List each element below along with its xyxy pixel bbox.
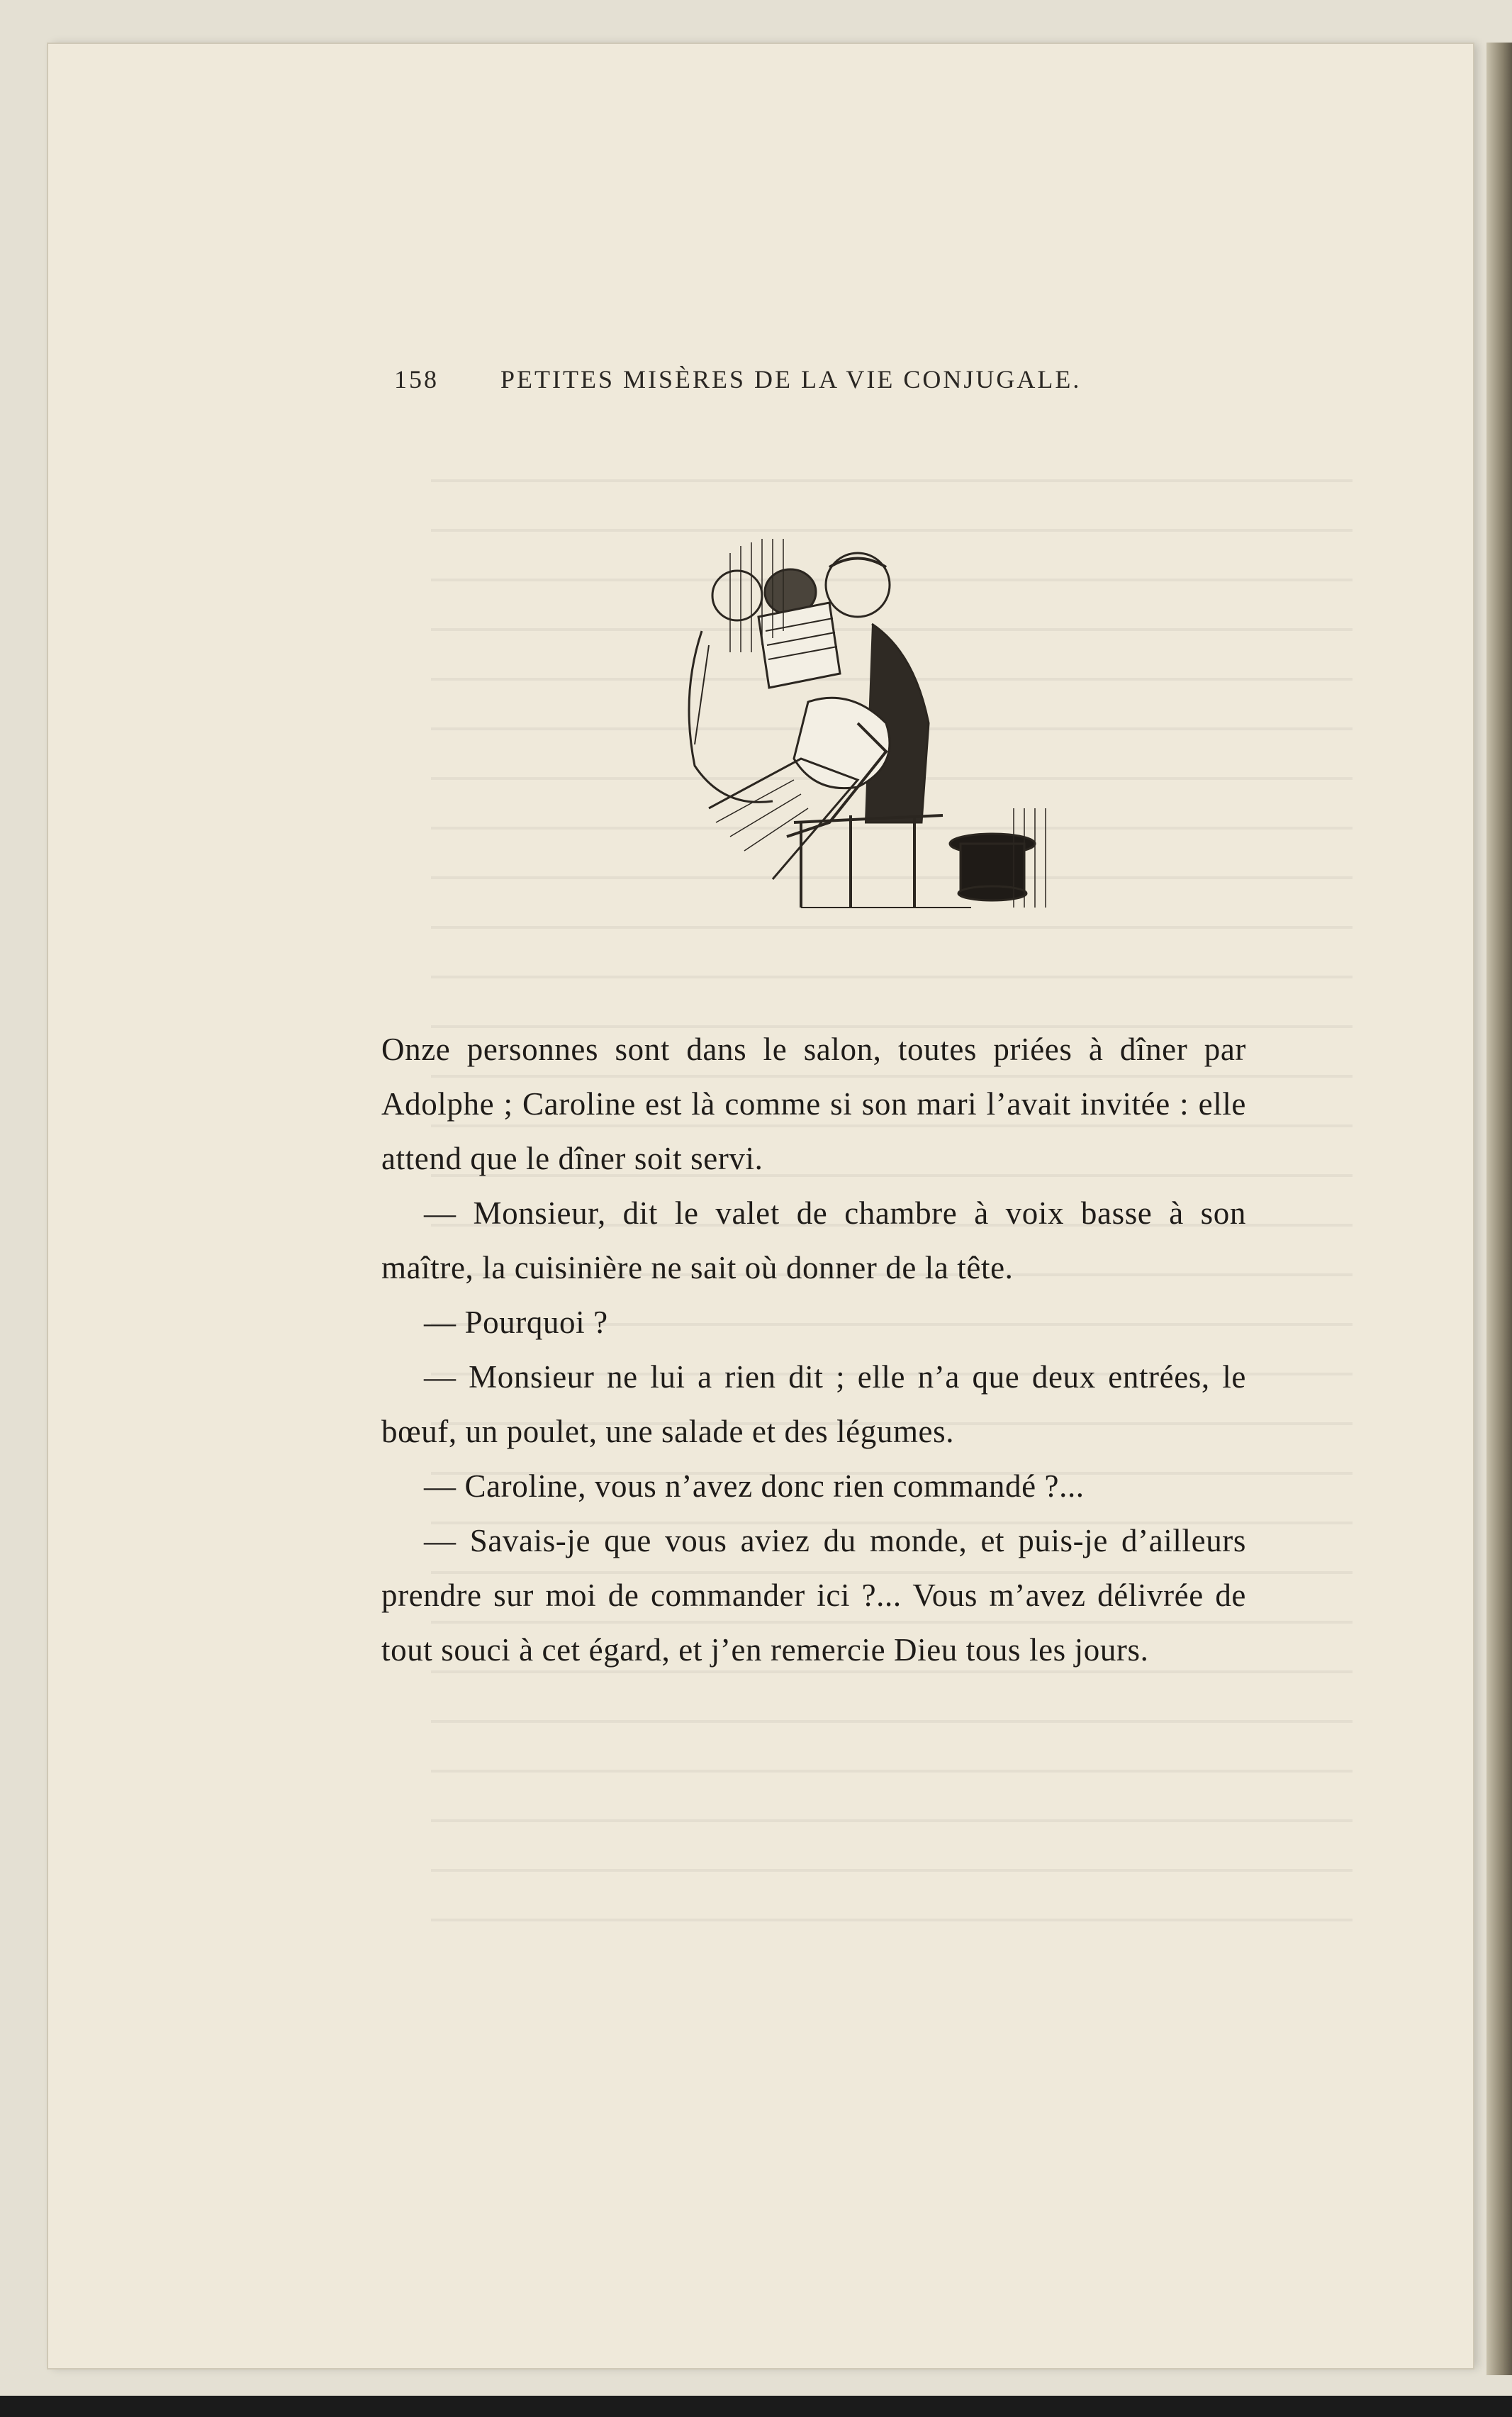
engraving-three-men-seated-with-top-hat-icon bbox=[617, 510, 1070, 950]
body-text bbox=[381, 1022, 1246, 1678]
paragraph: — Monsieur ne lui a rien dit ; elle n’a que deux entrées, le bœuf, un poulet, une salade et des légumes. bbox=[381, 1359, 1246, 1449]
paragraph: — Savais-je que vous aviez du monde, et puis-je d’ailleurs prendre sur moi de commander ici ?... Vous m’avez délivrée de tout souci à cet égard, et j’en remercie Dieu tous les jours. bbox=[381, 1523, 1246, 1668]
page-number: 158 bbox=[394, 365, 439, 393]
illustration bbox=[617, 510, 1070, 950]
paragraph: — Pourquoi ? bbox=[424, 1305, 608, 1340]
paragraph: Onze personnes sont dans le salon, toutes priées à dîner par Adolphe ; Caroline est là comme si son mari l’avait invitée : elle attend que le dîner soit servi. bbox=[381, 1032, 1246, 1176]
scan-bottom-band bbox=[0, 2396, 1512, 2417]
book-title: PETITES MISÈRES DE LA VIE CONJUGALE. bbox=[500, 365, 1082, 393]
running-head bbox=[394, 364, 1138, 394]
paragraph: — Monsieur, dit le valet de chambre à voix basse à son maître, la cuisinière ne sait où donner de la tête. bbox=[381, 1195, 1246, 1285]
paragraph: — Caroline, vous n’avez donc rien commandé ?... bbox=[424, 1468, 1085, 1504]
book-page-edge bbox=[1486, 43, 1512, 2375]
